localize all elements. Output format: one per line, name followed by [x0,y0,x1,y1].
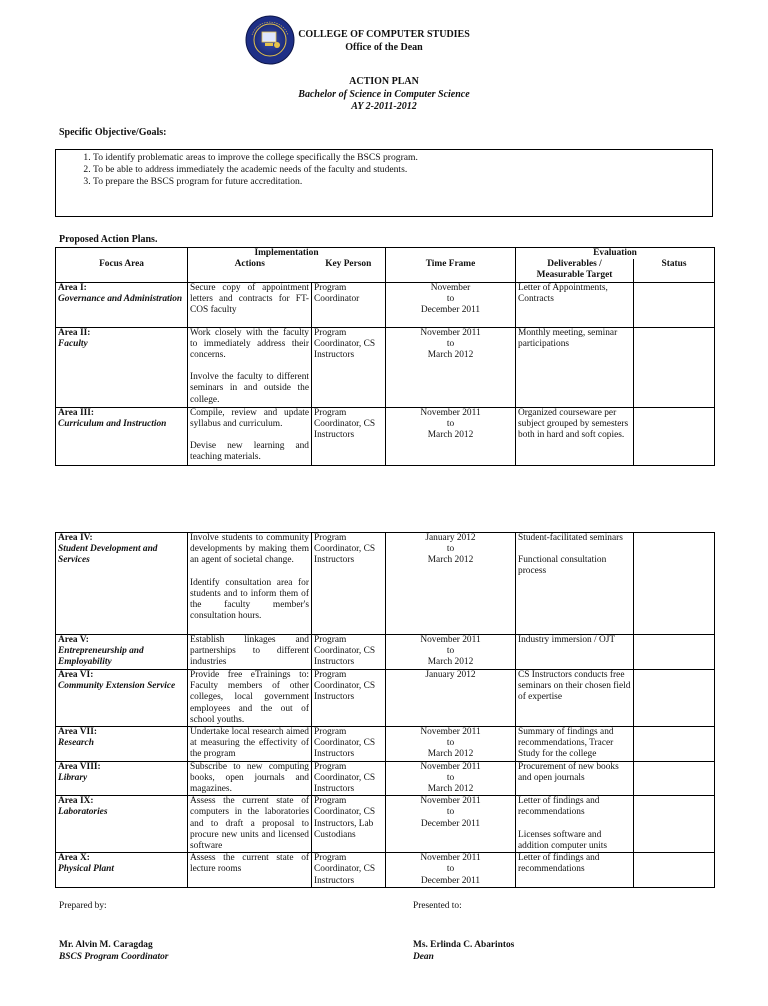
header-time-frame: Time Frame [386,259,516,282]
status-cell [634,327,715,407]
time-frame-cell: November 2011 to March 2012 [386,727,516,762]
focus-area-cell: Area X: Physical Plant [56,853,188,888]
deliverables-cell: Organized courseware per subject grouped by semesters both in hard and soft copies. [516,407,634,465]
college-seal-logo [244,15,296,65]
status-cell [634,282,715,327]
presented-to-label: Presented to: [413,901,462,911]
presented-to-name: Ms. Erlinda C. Abarintos [413,940,515,950]
time-frame-cell: November 2011 to March 2012 [386,327,516,407]
table-row [56,282,715,327]
header-focus-area: Focus Area [56,259,188,282]
college-name: COLLEGE OF COMPUTER STUDIES [298,29,470,40]
time-frame-cell: January 2012 to March 2012 [386,533,516,635]
key-person-cell: Program Coordinator, CS Instructors [312,407,386,465]
deliverables-cell: Procurement of new books and open journals [516,761,634,796]
status-cell [634,796,715,853]
key-person-cell: Program Coordinator, CS Instructors [312,727,386,762]
deliverables-cell: Letter of Appointments, Contracts [516,282,634,327]
objectives-box [55,149,713,217]
deliverables-cell: Summary of findings and recommendations, Tracer Study for the college [516,727,634,762]
actions-cell: Provide free eTrainings to: Faculty members of other colleges, local government employees and the out of school youths. [188,670,312,727]
actions-cell: Establish linkages and partnerships to different industries [188,635,312,670]
status-cell [634,533,715,635]
focus-area-cell: Area III: Curriculum and Instruction [56,407,188,465]
key-person-cell: Program Coordinator, CS Instructors [312,853,386,888]
time-frame-cell: November 2011 to March 2012 [386,761,516,796]
key-person-cell: Program Coordinator, CS Instructors [312,670,386,727]
table-row [56,796,715,853]
program-name: Bachelor of Science in Computer Science [298,89,470,100]
table-row [56,635,715,670]
header-evaluation: Evaluation [516,248,715,260]
table-row [56,533,715,635]
table-row [56,727,715,762]
header-actions: Actions [188,259,312,282]
header-status: Status [634,259,715,282]
objective-item: 3. To prepare the BSCS program for future accreditation. [93,176,712,188]
action-plan-table-2 [55,532,715,888]
status-cell [634,670,715,727]
office-name: Office of the Dean [345,42,423,53]
key-person-cell: Program Coordinator, CS Instructors [312,327,386,407]
key-person-cell: Program Coordinator, CS Instructors [312,635,386,670]
academic-year: AY 2-2011-2012 [351,101,417,112]
table-row [56,327,715,407]
objective-item: 1. To identify problematic areas to improve the college specifically the BSCS program. [93,152,712,164]
prepared-by-title: BSCS Program Coordinator [59,952,169,962]
actions-cell: Work closely with the faculty to immediately address their concerns. Involve the faculty to different seminars in and outside the college. [188,327,312,407]
focus-area-cell: Area IV: Student Development and Services [56,533,188,635]
objective-item: 2. To be able to address immediately the academic needs of the faculty and students. [93,164,712,176]
table-row [56,853,715,888]
objectives-label: Specific Objective/Goals: [59,127,167,138]
table-row [56,407,715,465]
time-frame-cell: January 2012 [386,670,516,727]
deliverables-cell: Monthly meeting, seminar participations [516,327,634,407]
actions-cell: Assess the current state of lecture rooms [188,853,312,888]
deliverables-cell: Letter of findings and recommendations [516,853,634,888]
status-cell [634,635,715,670]
focus-area-cell: Area VI: Community Extension Service [56,670,188,727]
actions-cell: Undertake local research aimed at measuring the effectivity of the program [188,727,312,762]
document-title: ACTION PLAN [349,76,419,87]
focus-area-cell: Area II: Faculty [56,327,188,407]
deliverables-cell: Student-facilitated seminars Functional consultation process [516,533,634,635]
deliverables-cell: Industry immersion / OJT [516,635,634,670]
key-person-cell: Program Coordinator, CS Instructors, Lab Custodians [312,796,386,853]
focus-area-cell: Area VII: Research [56,727,188,762]
header-implementation: Implementation [188,248,386,260]
plans-label: Proposed Action Plans. [59,234,158,245]
prepared-by-label: Prepared by: [59,901,107,911]
focus-area-cell: Area V: Entrepreneurship and Employability [56,635,188,670]
status-cell [634,407,715,465]
key-person-cell: Program Coordinator, CS Instructors [312,533,386,635]
actions-cell: Compile, review and update syllabus and curriculum. Devise new learning and teaching materials. [188,407,312,465]
focus-area-cell: Area VIII: Library [56,761,188,796]
header-blank [56,248,188,260]
header-key-person: Key Person [312,259,386,282]
table-row [56,670,715,727]
table-row [56,761,715,796]
status-cell [634,727,715,762]
time-frame-cell: November 2011 to March 2012 [386,407,516,465]
deliverables-cell: Letter of findings and recommendations Licenses software and addition computer units [516,796,634,853]
actions-cell: Subscribe to new computing books, open journals and magazines. [188,761,312,796]
time-frame-cell: November to December 2011 [386,282,516,327]
actions-cell: Secure copy of appointment letters and contracts for FT-COS faculty [188,282,312,327]
time-frame-cell: November 2011 to December 2011 [386,853,516,888]
status-cell [634,761,715,796]
header-deliverables: Deliverables / Measurable Target [516,259,634,282]
action-plan-table-1 [55,247,715,466]
prepared-by-name: Mr. Alvin M. Caragdag [59,940,153,950]
focus-area-cell: Area IX: Laboratories [56,796,188,853]
key-person-cell: Program Coordinator, CS Instructors [312,761,386,796]
deliverables-cell: CS Instructors conducts free seminars on their chosen field of expertise [516,670,634,727]
actions-cell: Involve students to community developments by making them an agent of societal change. Identify consultation area for students and to inform them of the faculty member's consultation hours. [188,533,312,635]
focus-area-cell: Area I: Governance and Administration [56,282,188,327]
time-frame-cell: November 2011 to December 2011 [386,796,516,853]
key-person-cell: Program Coordinator [312,282,386,327]
status-cell [634,853,715,888]
presented-to-title: Dean [413,952,434,962]
header-blank [386,248,516,260]
actions-cell: Assess the current state of computers in the laboratories and to draft a proposal to procure new units and licensed software [188,796,312,853]
objectives-list [56,152,712,188]
time-frame-cell: November 2011 to March 2012 [386,635,516,670]
